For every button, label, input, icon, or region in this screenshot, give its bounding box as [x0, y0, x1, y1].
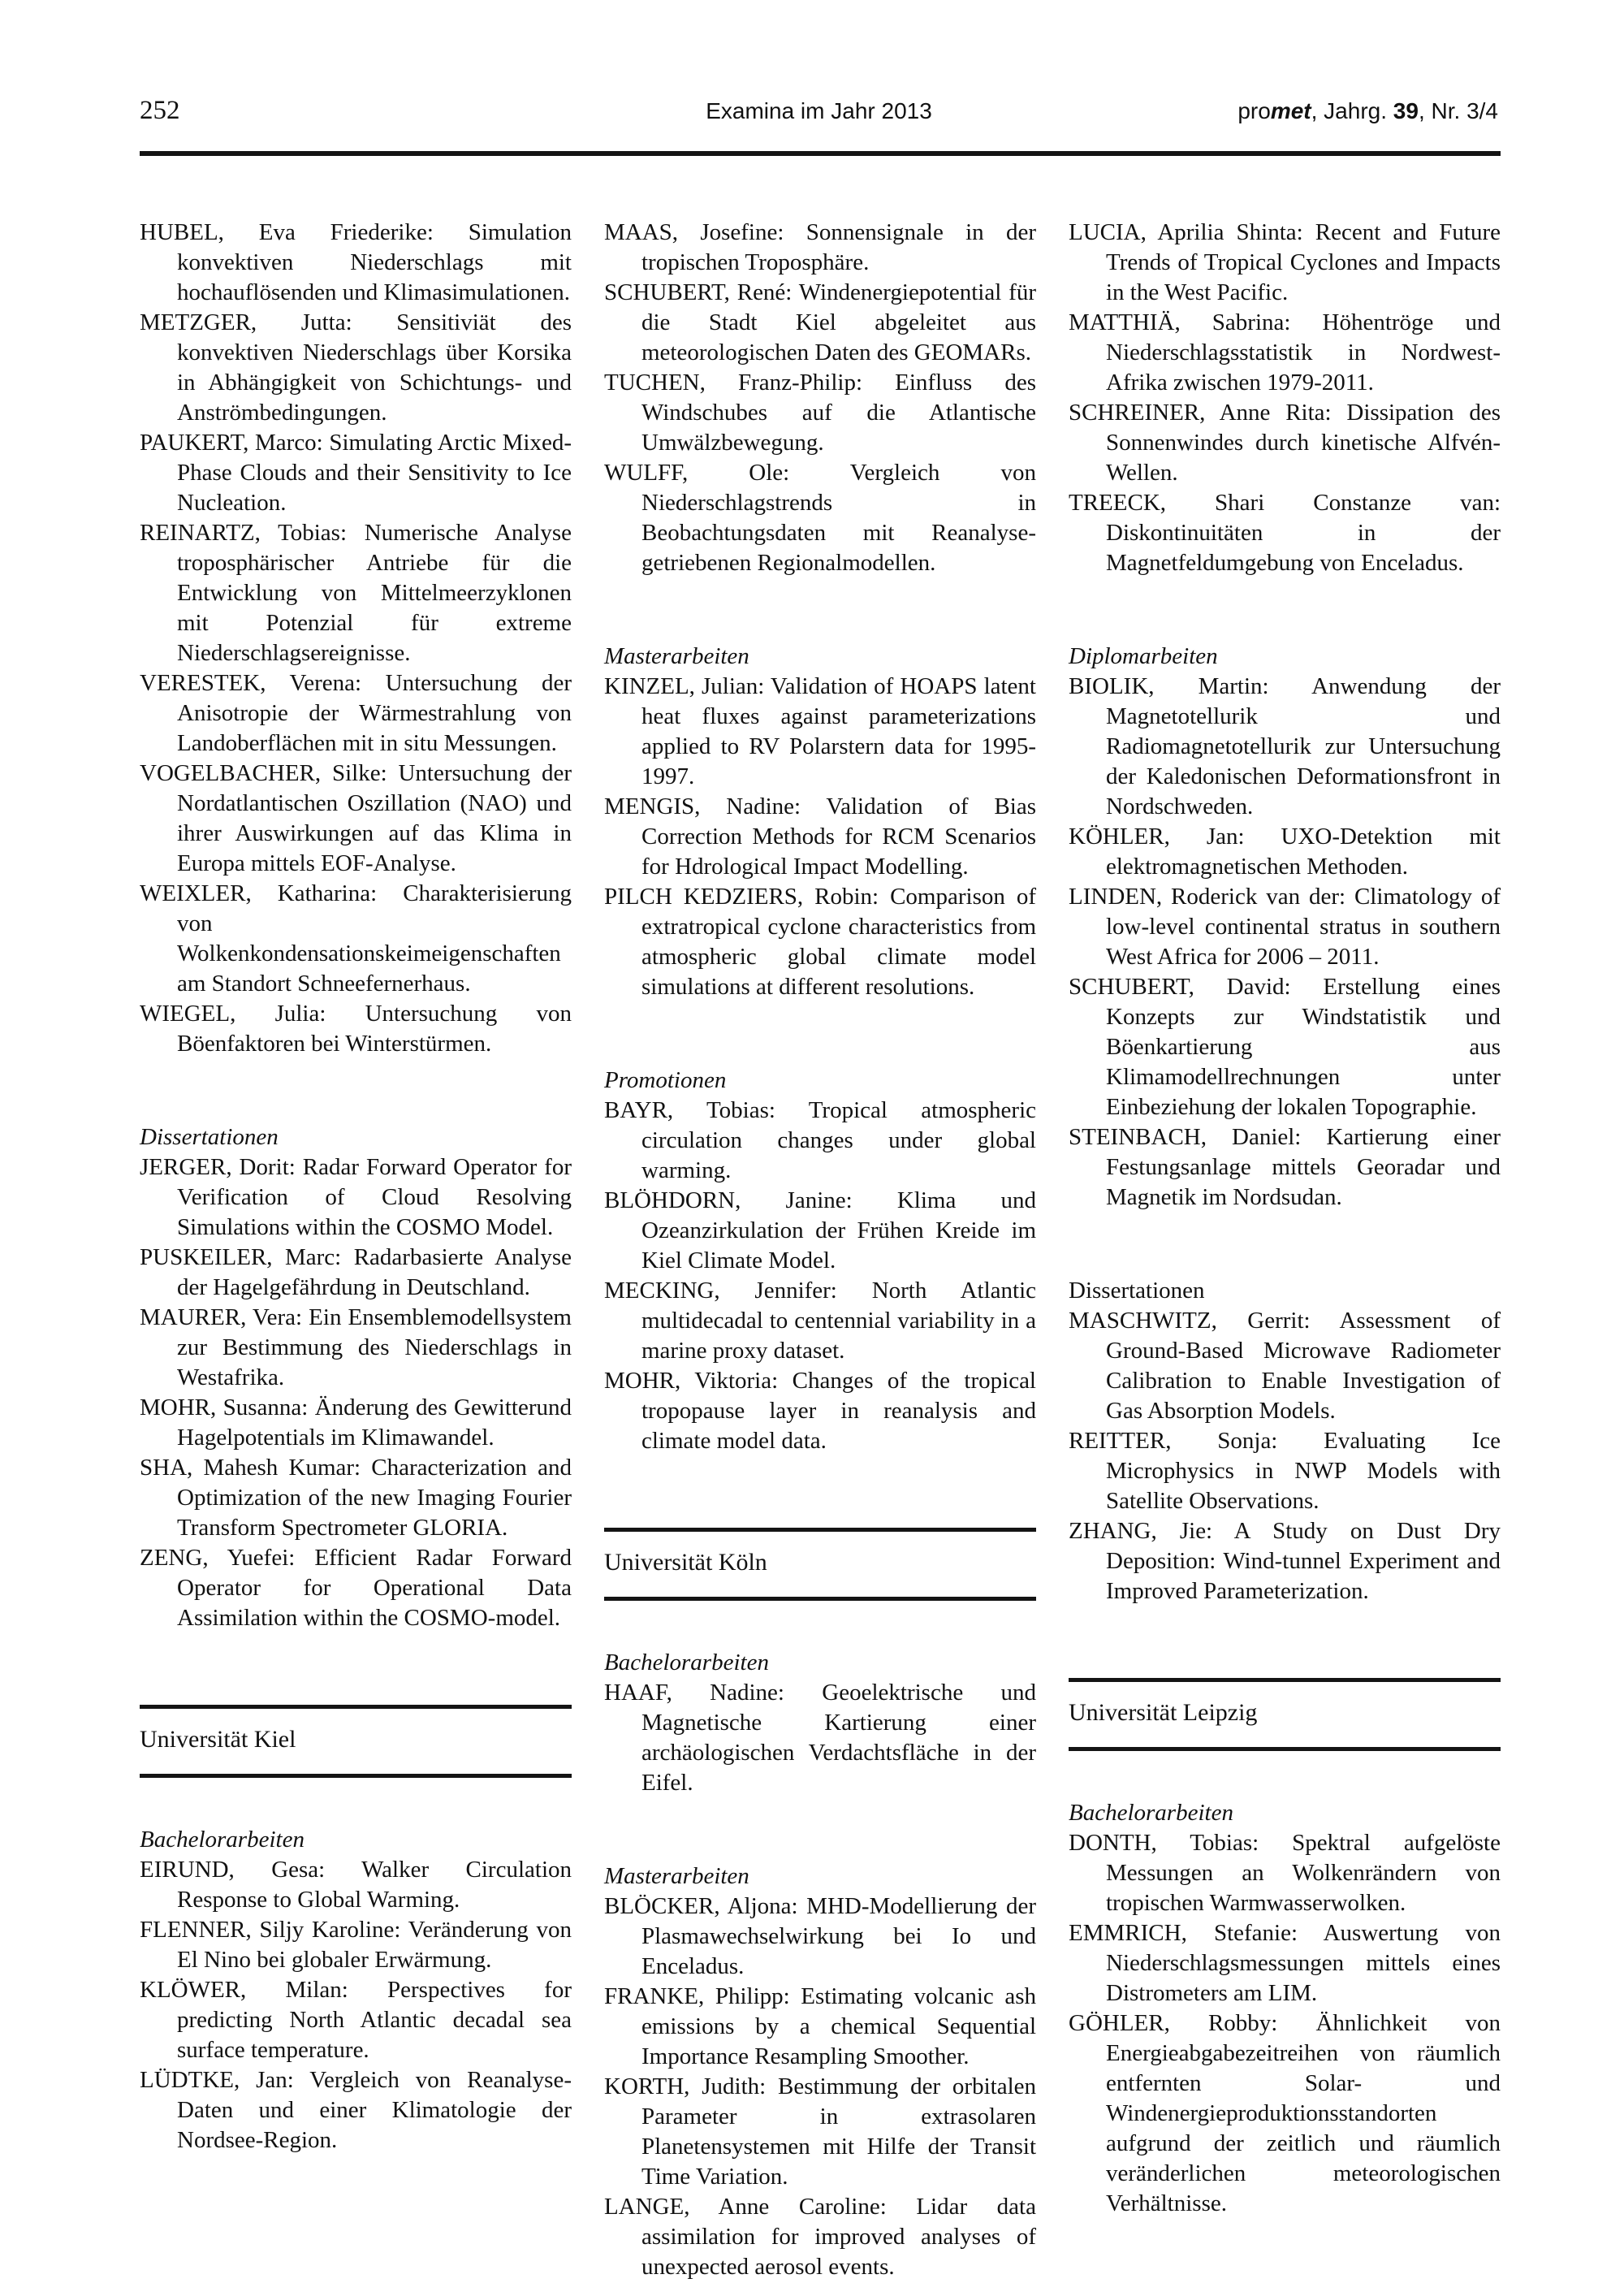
- thesis-entry: EMMRICH, Stefanie: Auswertung von Niederschlagsmessungen mittels eines Distrometers am LIM.: [1069, 1920, 1501, 2006]
- thesis-entry: KÖHLER, Jan: UXO-Detektion mit elektromagnetischen Methoden.: [1069, 824, 1501, 880]
- university-title: Universität Kiel: [140, 1726, 296, 1753]
- thesis-entry: BIOLIK, Martin: Anwendung der Magnetotellurik und Radiomagnetotellurik zur Untersuchung der Kaledonischen Deformationsfront in Nordschweden.: [1069, 673, 1501, 819]
- thesis-entry: LÜDTKE, Jan: Vergleich von Reanalyse-Daten und einer Klimatologie der Nordsee-Region.: [140, 2067, 572, 2153]
- section-heading: Promotionen: [604, 1067, 727, 1093]
- thesis-entry: STEINBACH, Daniel: Kartierung einer Festungsanlage mittels Georadar und Magnetik im Nordsudan.: [1069, 1124, 1501, 1210]
- columns: [140, 218, 1501, 2282]
- section-heading: Masterarbeiten: [604, 643, 749, 669]
- thesis-entry: TREECK, Shari Constanze van: Diskontinuitäten in der Magnetfeldumgebung von Enceladus.: [1069, 490, 1501, 576]
- thesis-entry: LUCIA, Aprilia Shinta: Recent and Future Trends of Tropical Cyclones and Impacts in the West Pacific.: [1069, 219, 1501, 305]
- thesis-entry: KLÖWER, Milan: Perspectives for predicting North Atlantic decadal sea surface temperature.: [140, 1977, 572, 2063]
- thesis-entry: MENGIS, Nadine: Validation of Bias Correction Methods for RCM Scenarios for Hdrological Impact Modelling.: [604, 793, 1036, 880]
- thesis-entry: KORTH, Judith: Bestimmung der orbitalen Parameter in extrasolaren Planetensystemen mit Hilfe der Transit Time Variation.: [604, 2073, 1036, 2190]
- journal-name-bold: met: [1270, 98, 1311, 123]
- thesis-entry: DONTH, Tobias: Spektral aufgelöste Messungen an Wolkenrändern von tropischen Warmwasserwolken.: [1069, 1830, 1501, 1916]
- thesis-entry: BLÖHDORN, Janine: Klima und Ozeanzirkulation der Frühen Kreide im Kiel Climate Model.: [604, 1187, 1036, 1273]
- journal-volume: 39: [1393, 98, 1419, 123]
- thesis-entry: VERESTEK, Verena: Untersuchung der Anisotropie der Wärmestrahlung von Landoberflächen mit in situ Messungen.: [140, 670, 572, 756]
- thesis-entry: MASCHWITZ, Gerrit: Assessment of Ground-Based Microwave Radiometer Calibration to Enable Investigation of Gas Absorption Models.: [1069, 1308, 1501, 1424]
- thesis-entry: LANGE, Anne Caroline: Lidar data assimilation for improved analyses of unexpected aerosol events.: [604, 2194, 1036, 2280]
- column-3: [1069, 218, 1501, 2219]
- section-heading: Dissertationen: [1069, 1278, 1205, 1304]
- thesis-entry: REINARTZ, Tobias: Numerische Analyse troposphärischer Antriebe für die Entwicklung von Mittelmeerzyklonen mit Potenzial für extreme Niederschlagsereignisse.: [140, 520, 572, 666]
- thesis-entry: BAYR, Tobias: Tropical atmospheric circulation changes under global warming.: [604, 1097, 1036, 1183]
- thesis-entry: EIRUND, Gesa: Walker Circulation Response to Global Warming.: [140, 1857, 572, 1913]
- thesis-entry: MOHR, Viktoria: Changes of the tropical tropopause layer in reanalysis and climate model data.: [604, 1368, 1036, 1454]
- thesis-entry: SCHREINER, Anne Rita: Dissipation des Sonnenwindes durch kinetische Alfvén-Wellen.: [1069, 400, 1501, 486]
- section-heading: Dissertationen: [140, 1124, 279, 1150]
- thesis-entry: PILCH KEDZIERS, Robin: Comparison of extratropical cyclone characteristics from atmospheric global climate model simulations at different resolutions.: [604, 884, 1036, 1000]
- thesis-entry: HAAF, Nadine: Geoelektrische und Magnetische Kartierung einer archäologischen Verdachtsfläche in der Eifel.: [604, 1680, 1036, 1796]
- thesis-entry: MAURER, Vera: Ein Ensemblemodellsystem zur Bestimmung des Niederschlags in Westafrika.: [140, 1304, 572, 1390]
- thesis-entry: LINDEN, Roderick van der: Climatology of low-level continental stratus in southern West Africa for 2006 – 2011.: [1069, 884, 1501, 970]
- thesis-entry: SHA, Mahesh Kumar: Characterization and Optimization of the new Imaging Fourier Transform Spectrometer GLORIA.: [140, 1455, 572, 1541]
- thesis-entry: VOGELBACHER, Silke: Untersuchung der Nordatlantischen Oszillation (NAO) und ihrer Auswirkungen auf das Klima in Europa mittels EOF-Analyse.: [140, 760, 572, 876]
- thesis-entry: HUBEL, Eva Friederike: Simulation konvektiven Niederschlags mit hochauflösenden und Klimasimulationen.: [140, 219, 572, 305]
- university-header: [140, 1705, 572, 1778]
- university-header: [604, 1528, 1036, 1601]
- thesis-entry: GÖHLER, Robby: Ähnlichkeit von Energieabgabezeitreihen von räumlich entfernten Solar- und Windenergieproduktionsstandorten aufgrund der zeitlich und räumlich veränderlichen meteorologischen Verhältnisse.: [1069, 2010, 1501, 2216]
- running-title: Examina im Jahr 2013: [706, 98, 932, 123]
- thesis-entry: ZENG, Yuefei: Efficient Radar Forward Operator for Operational Data Assimilation within the COSMO-model.: [140, 1545, 572, 1631]
- thesis-entry: PAUKERT, Marco: Simulating Arctic Mixed-Phase Clouds and their Sensitivity to Ice Nucleation.: [140, 430, 572, 516]
- journal-name-prefix: pro: [1237, 98, 1271, 123]
- thesis-entry: WIEGEL, Julia: Untersuchung von Böenfaktoren bei Winterstürmen.: [140, 1001, 572, 1057]
- thesis-entry: JERGER, Dorit: Radar Forward Operator for Verification of Cloud Resolving Simulations within the COSMO Model.: [140, 1154, 572, 1240]
- section-heading: Masterarbeiten: [604, 1863, 749, 1889]
- thesis-entry: PUSKEILER, Marc: Radarbasierte Analyse der Hagelgefährdung in Deutschland.: [140, 1244, 572, 1300]
- section-heading: Bachelorarbeiten: [604, 1650, 769, 1676]
- thesis-entry: METZGER, Jutta: Sensitiviät des konvektiven Niederschlags über Korsika in Abhängigkeit von Schichtungs- und Anströmbedingungen.: [140, 309, 572, 426]
- section-heading: Bachelorarbeiten: [1069, 1800, 1233, 1826]
- university-title: Universität Leipzig: [1069, 1699, 1258, 1726]
- thesis-entry: ZHANG, Jie: A Study on Dust Dry Deposition: Wind-tunnel Experiment and Improved Parameterization.: [1069, 1518, 1501, 1604]
- header-rule: [140, 151, 1501, 156]
- column-1: [140, 218, 572, 2155]
- journal-reference: [1237, 98, 1498, 124]
- university-header: [1069, 1678, 1501, 1751]
- thesis-entry: MECKING, Jennifer: North Atlantic multidecadal to centennial variability in a marine proxy dataset.: [604, 1278, 1036, 1364]
- thesis-entry: MATTHIÄ, Sabrina: Höhentröge und Niederschlagsstatistik in Nordwest-Afrika zwischen 1979-2011.: [1069, 309, 1501, 396]
- thesis-entry: MAAS, Josefine: Sonnensignale in der tropischen Troposphäre.: [604, 219, 1036, 275]
- university-title: Universität Köln: [604, 1549, 767, 1576]
- thesis-entry: REITTER, Sonja: Evaluating Ice Microphysics in NWP Models with Satellite Observations.: [1069, 1428, 1501, 1514]
- thesis-entry: WEIXLER, Katharina: Charakterisierung von Wolkenkondensationskeimeigenschaften am Standort Schneefernerhaus.: [140, 880, 572, 997]
- thesis-entry: FRANKE, Philipp: Estimating volcanic ash emissions by a chemical Sequential Importance Resampling Smoother.: [604, 1983, 1036, 2069]
- thesis-entry: KINZEL, Julian: Validation of HOAPS latent heat fluxes against parameterizations applied to RV Polarstern data for 1995-1997.: [604, 673, 1036, 789]
- section-heading: Diplomarbeiten: [1069, 643, 1218, 669]
- thesis-entry: MOHR, Susanna: Änderung des Gewitterund Hagelpotentials im Klimawandel.: [140, 1394, 572, 1451]
- thesis-entry: BLÖCKER, Aljona: MHD-Modellierung der Plasmawechselwirkung bei Io und Enceladus.: [604, 1893, 1036, 1979]
- journal-issue: , Nr. 3/4: [1418, 98, 1498, 123]
- thesis-entry: TUCHEN, Franz-Philip: Einfluss des Windschubes auf die Atlantische Umwälzbewegung.: [604, 370, 1036, 456]
- thesis-entry: SCHUBERT, René: Windenergiepotential für die Stadt Kiel abgeleitet aus meteorologischen Daten des GEOMARs.: [604, 279, 1036, 365]
- page-number: 252: [140, 96, 180, 125]
- column-2: [604, 218, 1036, 2282]
- page-header: [140, 96, 1498, 128]
- thesis-entry: WULFF, Ole: Vergleich von Niederschlagstrends in Beobachtungsdaten mit Reanalyse-getriebenen Regionalmodellen.: [604, 460, 1036, 576]
- thesis-entry: SCHUBERT, David: Erstellung eines Konzepts zur Windstatistik und Böenkartierung aus Klimamodellrechnungen unter Einbeziehung der lokalen Topographie.: [1069, 974, 1501, 1120]
- journal-volume-label: , Jahrg.: [1311, 98, 1393, 123]
- section-heading: Bachelorarbeiten: [140, 1827, 304, 1853]
- thesis-entry: FLENNER, Siljy Karoline: Veränderung von El Nino bei globaler Erwärmung.: [140, 1917, 572, 1973]
